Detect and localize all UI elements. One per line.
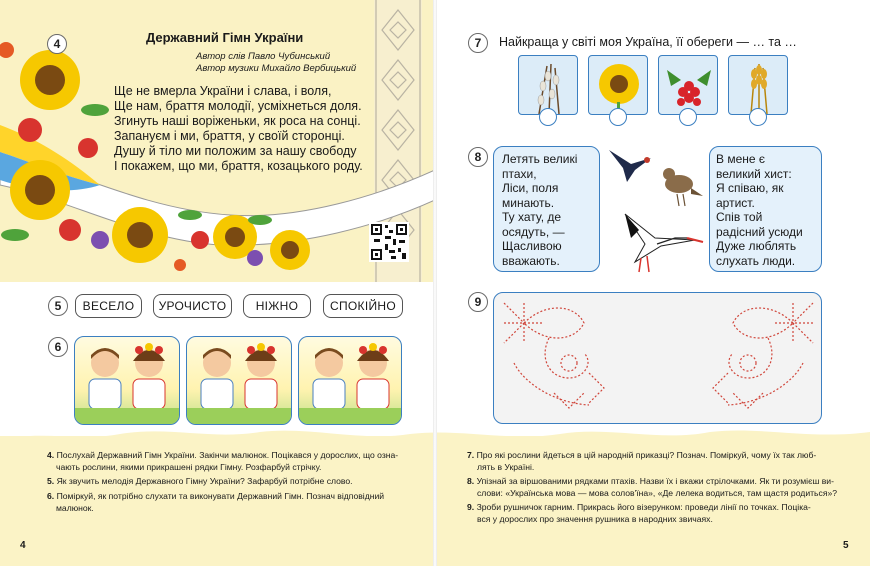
anthem-music-author: Автор музики Михайло Вербицький [196,63,357,74]
sunflower-card[interactable] [588,55,648,115]
plant-answer-circle-4[interactable] [749,108,767,126]
task-4-number: 4 [47,34,67,54]
mood-option-calm[interactable]: СПОКІЙНО [323,294,403,318]
riddle-line: артист. [716,195,755,210]
instruction-4-line-2: чають рослини, якими прикрашені рядки Гімну. Розфарбуй стрічку. [56,462,322,472]
plant-answer-circle-3[interactable] [679,108,697,126]
riddle-line: Ту хату, де [502,210,562,224]
stork-icon [625,214,703,272]
riddle-line: вважають. [502,253,560,268]
riddle-line: В мене є [716,152,766,166]
riddle-line: великий хист: [716,166,792,181]
anthem-line: Запануєм і ми, браття, у своїй сторонці. [114,129,345,143]
listening-picture-1[interactable] [74,336,180,425]
riddle-line: Щасливою [502,239,562,253]
birds-illustration [605,142,705,274]
mood-option-tender[interactable]: НІЖНО [243,294,311,318]
riddle-line: Спів той [716,210,763,224]
book-gutter [433,0,437,566]
nightingale-riddle-box [709,146,822,272]
wheat-card[interactable] [728,55,788,115]
anthem-title: Державний Гімн України [146,30,304,45]
riddle-line: минають. [502,195,555,210]
instruction-5: 5. Як звучить мелодія Державного Гімну України? Зафарбуй потрібне слово. [47,476,353,486]
qr-code-icon[interactable] [369,222,409,262]
task-8-number: 8 [468,147,488,167]
viburnum-card[interactable] [658,55,718,115]
riddle-line: Я співаю, як [716,181,784,195]
page-number-right: 5 [843,540,849,551]
plant-answer-circle-1[interactable] [539,108,557,126]
anthem-line: Ще не вмерла України і слава, і воля, [114,84,332,98]
task-6-number: 6 [48,337,68,357]
instruction-4-line-1: 4. Послухай Державний Гімн України. Закінчи малюнок. Поцікався у дорослих, що озна- [47,450,399,460]
riddle-line: Ліси, поля [502,181,559,195]
task-5-number: 5 [48,296,68,316]
towel-pattern-icon [494,293,822,424]
instruction-9-line-2: вся у дорослих про значення рушника в народних звичаях. [477,514,713,524]
anthem-lyrics-author: Автор слів Павло Чубинський [196,51,331,62]
riddle-line: осядуть, — [502,224,565,239]
anthem-line: І покажем, що ми, браття, козацького роду. [114,159,363,173]
plant-answer-circle-2[interactable] [609,108,627,126]
listening-picture-2[interactable] [186,336,292,425]
listening-picture-3[interactable] [298,336,402,425]
mood-option-cheerful[interactable]: ВЕСЕЛО [75,294,142,318]
instruction-6-line-2: малюнок. [56,503,94,513]
instruction-7-line-2: лять в Україні. [477,462,535,472]
instruction-7-line-1: 7. Про які рослини йдеться в цій народній приказці? Познач. Поміркуй, чому їх так люб- [467,450,817,460]
willow-card[interactable] [518,55,578,115]
viburnum-icon [659,56,718,115]
sunflower-icon [589,56,648,115]
instruction-6-line-1: 6. Поміркуй, як потрібно слухати та виконувати Державний Гімн. Познач відповідний [47,491,385,501]
anthem-line: Душу й тіло ми положим за нашу свободу [114,144,357,158]
towel-drawing-area[interactable] [493,292,822,424]
task-7-prompt: Найкраща у світі моя Україна, її обереги — … та … [499,35,797,49]
riddle-line: слухать люди. [716,253,796,268]
anthem-line: Згинуть наші воріженьки, як роса на сонці. [114,114,361,128]
stork-riddle-box [493,146,600,272]
instruction-8-line-1: 8. Упізнай за віршованими рядками птахів. Назви їх і вкажи стрілочками. Як ти розумієш ви- [467,476,834,486]
anthem-panel [0,0,435,282]
swallow-icon [609,150,651,182]
willow-icon [519,56,578,115]
nightingale-icon [663,168,703,206]
wheat-icon [729,56,788,115]
riddle-line: птахи, [502,166,537,181]
mood-option-solemn[interactable]: УРОЧИСТО [153,294,232,318]
riddle-line: Летять великі [502,152,578,166]
instruction-8-line-2: слови: «Українська мова — мова солов'їна», «Де лелека водиться, там щастя родиться»? [477,488,838,498]
riddle-line: Дуже люблять [716,239,797,253]
task-9-number: 9 [468,292,488,312]
page-number-left: 4 [20,540,26,551]
anthem-line: Ще нам, браття молодії, усміхнеться доля. [114,99,362,113]
task-7-number: 7 [468,33,488,53]
instruction-9-line-1: 9. Зроби рушничок гарним. Прикрась його візерунком: проведи лінії по точках. Поціка- [467,502,811,512]
riddle-line: радісний усюди [716,224,803,239]
